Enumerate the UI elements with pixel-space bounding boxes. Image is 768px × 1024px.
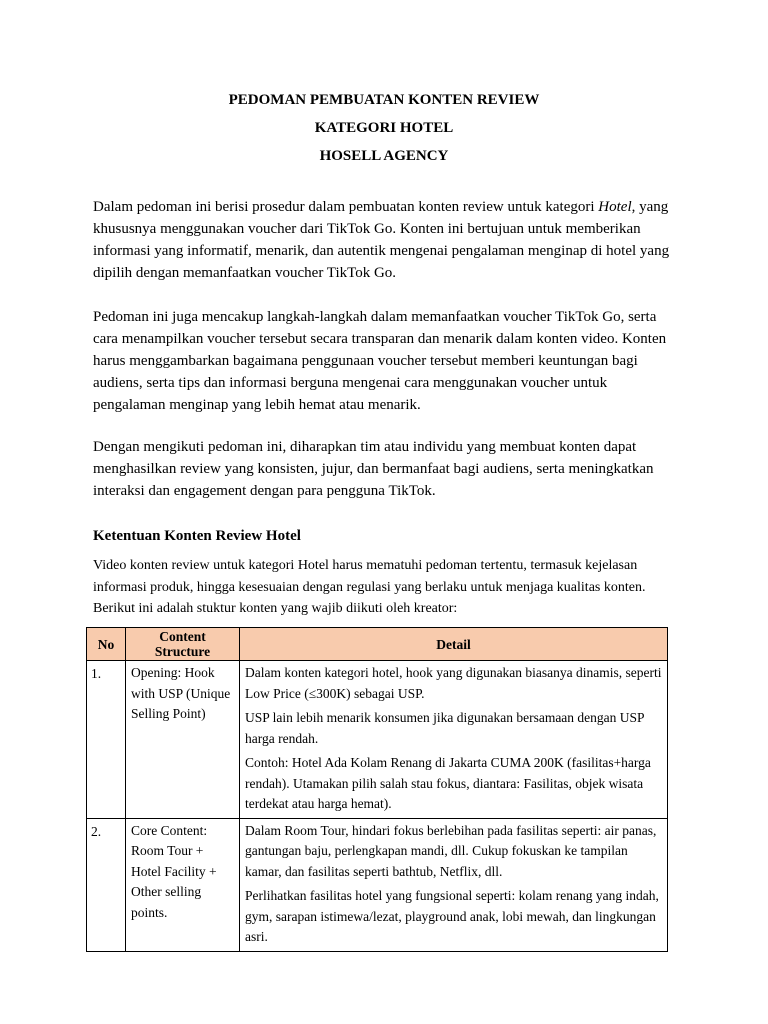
title-line-2: KATEGORI HOTEL — [314, 120, 454, 136]
intro-paragraph-3: Dengan mengikuti pedoman ini, diharapkan tim atau individu yang membuat konten dapat menghasilkan review yang konsisten, jujur, dan bermanfaat bagi audiens, serta meningkatkan interaksi dan engagement dengan para pengguna TikTok. — [93, 439, 654, 499]
intro-paragraph-2: Pedoman ini juga mencakup langkah-langkah dalam memanfaatkan voucher TikTok Go, serta cara menampilkan voucher tersebut secara transparan dan menarik dalam konten video. Konten harus menggambarkan bagaimana penggunaan voucher tersebut memberi keuntungan bagi audiens, serta tips dan informasi berguna mengenai cara menggunakan voucher untuk pengalaman menginap yang lebih hemat atau menarik. — [93, 309, 667, 413]
detail-paragraph: USP lain lebih menarik konsumen jika digunakan bersamaan dengan USP harga rendah. — [245, 710, 645, 746]
detail-paragraph: Contoh: Hotel Ada Kolam Renang di Jakarta CUMA 200K (fasilitas+harga rendah). Utamakan pilih salah stau fokus, diantara: Fasilitas, objek wisata terdekat atau harga hemat). — [245, 755, 651, 811]
paragraph-1-text-b: , yang khususnya menggunakan voucher dari TikTok Go. Konten ini bertujuan untuk memberikan informasi yang informatif, menarik, dan autentik mengenai pengalaman menginap di hotel yang dipilih dengan memanfaatkan voucher TikTok Go. — [93, 199, 670, 281]
content-structure-table — [86, 627, 668, 952]
row-structure: Opening: Hook with USP (Unique Selling Point) — [126, 661, 240, 819]
paragraph-1-italic-term: Hotel — [598, 199, 632, 215]
header-content-structure: Content Structure — [126, 628, 240, 661]
intro-paragraph-1 — [93, 196, 683, 284]
section-intro: Video konten review untuk kategori Hotel harus mematuhi pedoman tertentu, termasuk kejelasan informasi produk, hingga kesesuaian dengan regulasi yang berlaku untuk menjaga kualitas konten. Berikut ini adalah stuktur konten yang wajib diikuti oleh kreator: — [93, 558, 646, 616]
row-number: 1. — [87, 661, 126, 819]
title-line-1: PEDOMAN PEMBUATAN KONTEN REVIEW — [228, 92, 540, 108]
row-detail — [240, 661, 668, 819]
paragraph-1-text-a: Dalam pedoman ini berisi prosedur dalam pembuatan konten review untuk kategori — [93, 199, 599, 215]
section-heading: Ketentuan Konten Review Hotel — [93, 528, 301, 544]
document-title — [0, 86, 768, 170]
row-structure: Core Content: Room Tour + Hotel Facility + Other selling points. — [126, 818, 240, 951]
header-no: No — [87, 628, 126, 661]
row-number: 2. — [87, 818, 126, 951]
header-detail: Detail — [240, 628, 668, 661]
table-row — [87, 818, 668, 951]
detail-paragraph: Dalam konten kategori hotel, hook yang digunakan biasanya dinamis, seperti Low Price (≤300K) sebagai USP. — [245, 665, 662, 701]
table-header-row — [87, 628, 668, 661]
title-line-3: HOSELL AGENCY — [319, 148, 449, 164]
detail-paragraph: Perlihatkan fasilitas hotel yang fungsional seperti: kolam renang yang indah, gym, sarapan istimewa/lezat, playground anak, lobi mewah, dan lingkungan asri. — [245, 888, 659, 944]
table-row — [87, 661, 668, 819]
row-detail — [240, 818, 668, 951]
detail-paragraph: Dalam Room Tour, hindari fokus berlebihan pada fasilitas seperti: air panas, gantungan baju, perlengkapan mandi, dll. Cukup fokuskan ke tampilan kamar, dan fasilitas seperti bathtub, Netflix, dll. — [245, 822, 657, 879]
